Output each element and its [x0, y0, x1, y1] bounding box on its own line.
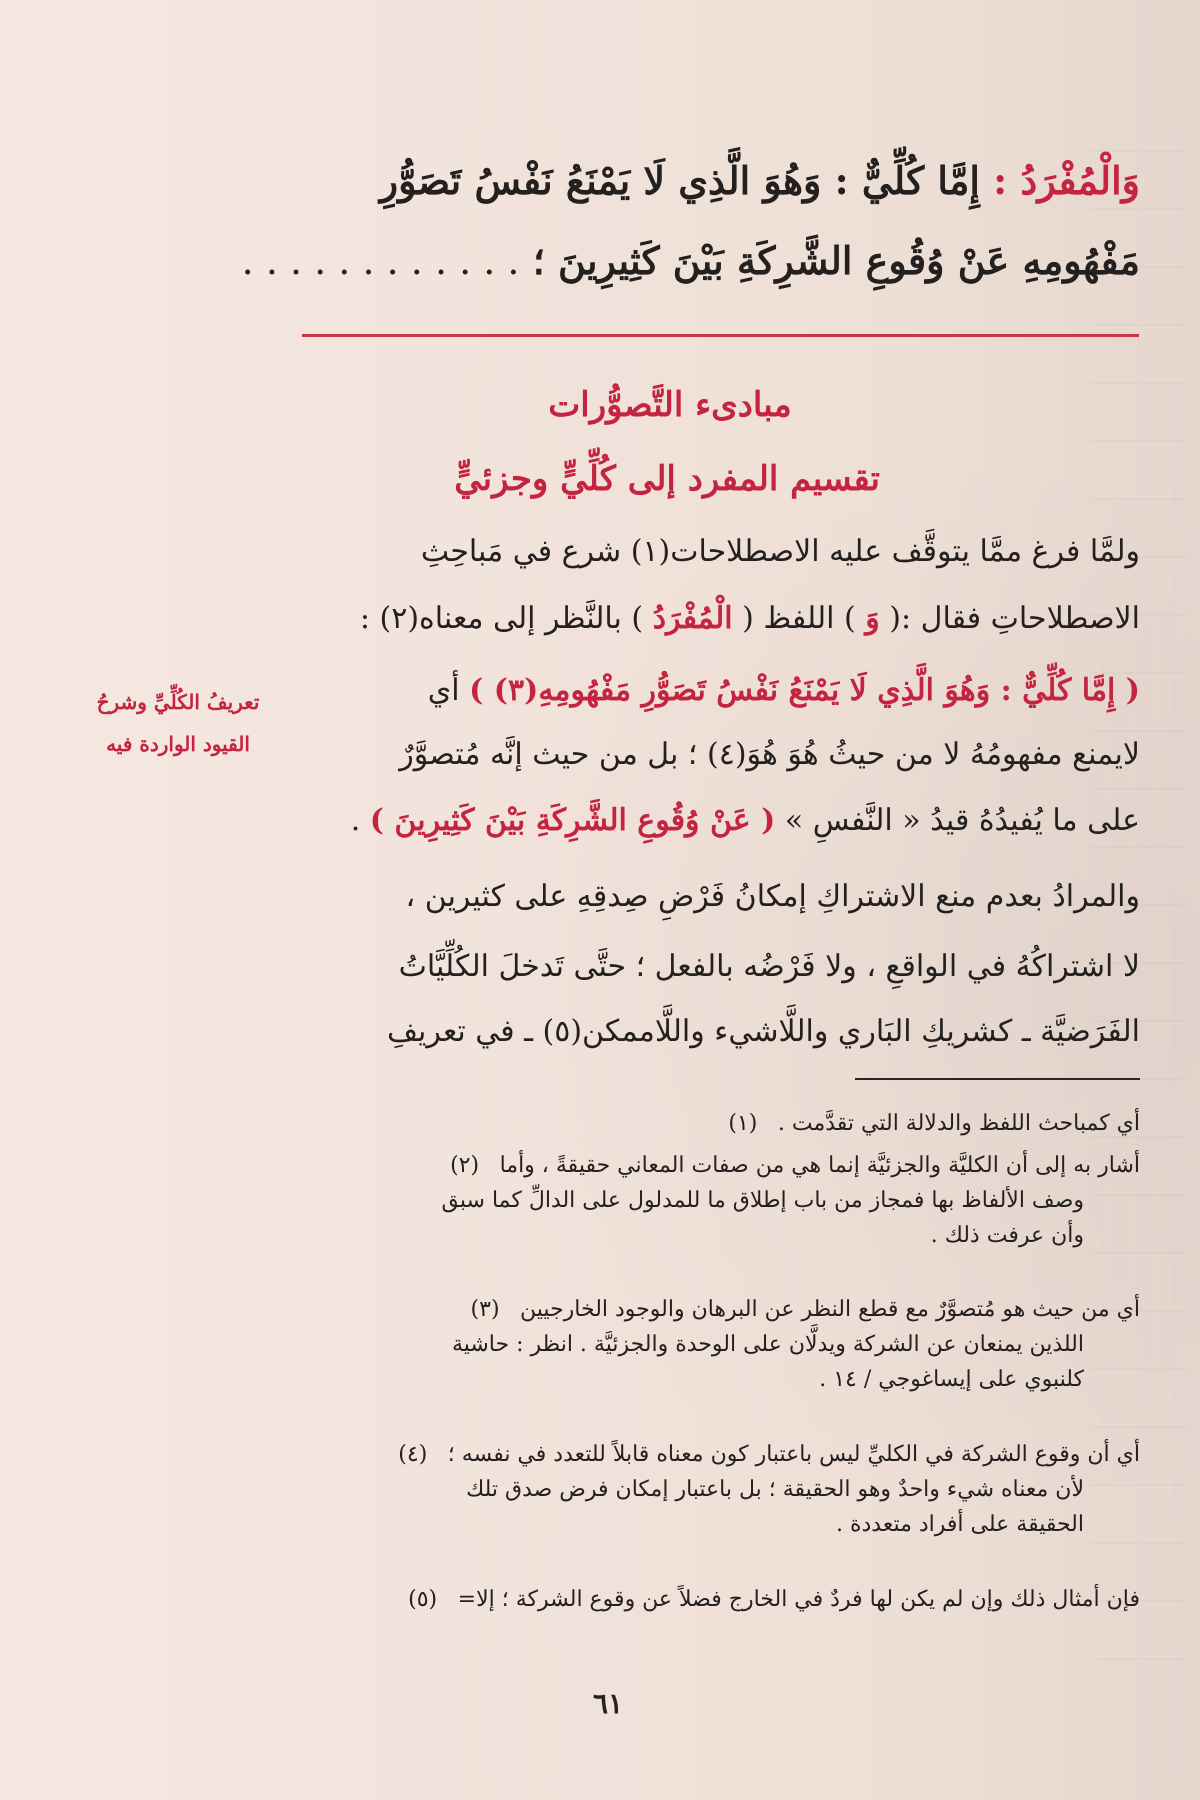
footnote-4	[250, 1437, 1140, 1543]
section-title: مبادىء التَّصوُّرات	[548, 385, 792, 425]
footnote-line: فإن أمثال ذلك وإن لم يكن لها فردٌ في الخارج فضلاً عن وقوع الشركة ؛ إلا=	[457, 1587, 1140, 1612]
commentary-line-5-red: ( عَنْ وُقُوعِ الشَّرِكَةِ بَيْنَ كَثِيرِينَ )	[369, 803, 776, 838]
commentary-line-1: ولمَّا فرغ ممَّا يتوقَّف عليه الاصطلاحات(١) شرع في مَباحِثِ	[420, 534, 1140, 569]
footnote-line: وأن عرفت ذلك .	[930, 1223, 1084, 1249]
commentary-line-7: لا اشتراكُهُ في الواقعِ ، ولا فَرْضُه بالفعل ؛ حتَّى تَدخلَ الكُلِّيَّاتُ	[398, 949, 1140, 984]
footnote-line: اللذين يمنعان عن الشركة ويدلَّان على الوحدة والجزئيَّة . انظر : حاشية	[451, 1332, 1084, 1358]
commentary-line-8: الفَرَضيَّة ـ كشريكِ البَاري واللَّاشيء واللَّاممكن(٥) ـ في تعريفِ	[386, 1014, 1140, 1049]
commentary-line-2-plain-1: الاصطلاحاتِ فقال :(	[889, 601, 1140, 636]
top-matn-line-1-text: إِمَّا كُلِّيٌّ : وَهُوَ الَّذِي لَا يَمْنَعُ نَفْسُ تَصَوُّرِ	[379, 158, 980, 203]
commentary-line-2-plain-3: ) بالنَّظر إلى معناه(٢) :	[359, 601, 644, 636]
top-matn-line-2	[240, 240, 1140, 283]
commentary-line-5-end: .	[350, 803, 361, 838]
footnote-line: أي أن وقوع الشركة في الكليِّ ليس باعتبار كون معناه قابلاً للتعدد في نفسه ؛	[447, 1442, 1140, 1467]
footnote-line: الحقيقة على أفراد متعددة .	[835, 1512, 1084, 1538]
commentary-line-6: والمرادُ بعدم منع الاشتراكِ إمكانُ فَرْضِ صِدقِهِ على كثيرين ،	[405, 879, 1140, 914]
footnote-1	[250, 1106, 1140, 1141]
footnote-line: أي من حيث هو مُتصوَّرٌ مع قطع النظر عن البرهان والوجود الخارجيين	[520, 1297, 1140, 1322]
section-divider	[302, 334, 1139, 337]
footnote-rule	[855, 1078, 1140, 1080]
footnote-5	[250, 1582, 1140, 1617]
top-matn-red-word: وَالْمُفْرَدُ :	[993, 158, 1140, 203]
top-matn-dots: . . . . . . . . . . . .	[241, 239, 520, 283]
commentary-line-2-plain-2: ) اللفظ (	[742, 601, 856, 636]
commentary-line-2-red-2: الْمُفْرَدُ	[652, 601, 733, 636]
footnote-number: (١)	[728, 1111, 758, 1136]
page-number: ٦١	[592, 1687, 624, 1720]
footnote-line: لأن معناه شيء واحدٌ وهو الحقيقة ؛ بل باعتبار إمكان فرض صدق تلك	[466, 1477, 1084, 1503]
footnote-2	[250, 1148, 1140, 1254]
top-matn-line-1	[240, 160, 1140, 202]
footnote-number: (٣)	[470, 1297, 500, 1322]
commentary-line-3-plain: أي	[427, 673, 460, 708]
footnote-3	[250, 1292, 1140, 1398]
footnote-number: (٢)	[450, 1153, 480, 1178]
commentary-line-5-plain: على ما يُفيدُهُ قيدُ « النَّفسِ »	[784, 803, 1140, 838]
commentary-line-5	[351, 804, 1140, 839]
commentary-line-2-red-1: وَ	[865, 601, 880, 636]
top-matn-line-2-text: مَفْهُومِهِ عَنْ وُقُوعِ الشَّرِكَةِ بَيْنَ كَثِيرِينَ ؛	[532, 238, 1140, 283]
footnote-number: (٤)	[398, 1442, 428, 1467]
footnote-line: وصف الألفاظ بها فمجاز من باب إطلاق ما للمدلول على الدالِّ كما سبق	[441, 1188, 1084, 1214]
margin-note-line-1: تعريفُ الكُلِّيِّ وشرحُ	[96, 690, 260, 714]
margin-note-line-2: القيود الواردة فيه	[106, 732, 250, 756]
commentary-line-2	[360, 602, 1140, 637]
commentary-line-3-red: ( إِمَّا كُلِّيٌّ : وَهُوَ الَّذِي لَا يَمْنَعُ نَفْسُ تَصَوُّرِ مَفْهُومِهِ(٣) )	[469, 673, 1140, 708]
footnote-number: (٥)	[408, 1587, 438, 1612]
footnote-line: أشار به إلى أن الكليَّة والجزئيَّة إنما هي من صفات المعاني حقيقةً ، وأما	[499, 1153, 1140, 1178]
commentary-line-3	[428, 674, 1140, 709]
section-subtitle: تقسيم المفرد إلى كُلِّيٍّ وجزئيٍّ	[454, 459, 880, 499]
footnote-line: كلنبوي على إيساغوجي / ١٤ .	[819, 1367, 1084, 1393]
commentary-line-4: لايمنع مفهومُهُ لا من حيثُ هُوَ هُوَ(٤) ؛ بل من حيث إنَّه مُتصوَّرٌ	[399, 737, 1140, 772]
footnote-line: أي كمباحث اللفظ والدلالة التي تقدَّمت .	[777, 1111, 1140, 1136]
